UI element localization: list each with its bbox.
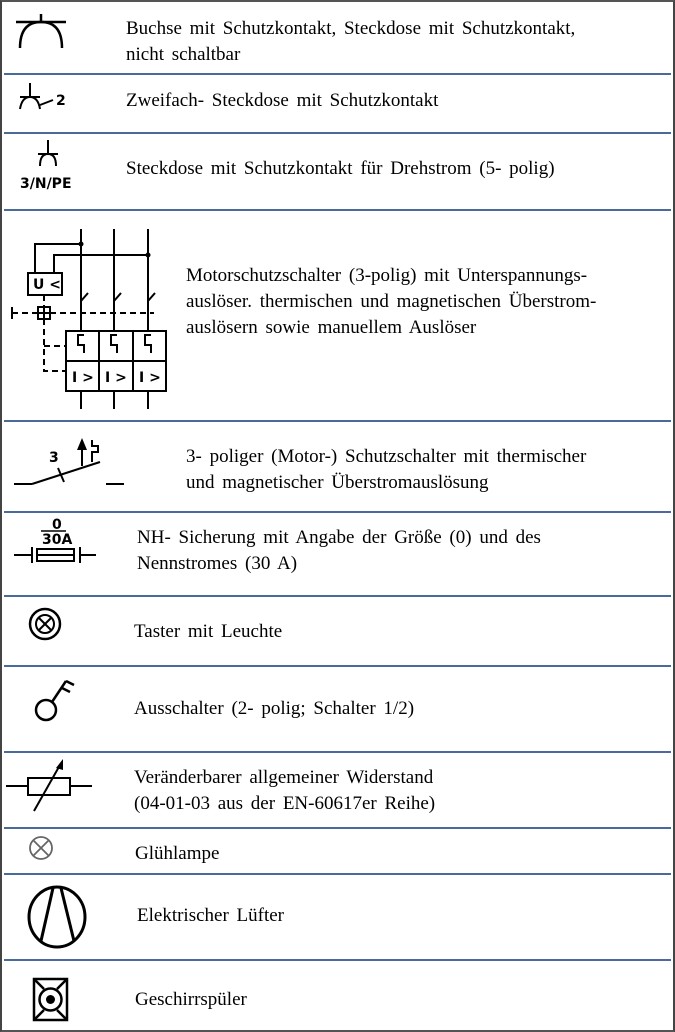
table-row xyxy=(4,422,671,513)
description-line: Motorschutzschalter (3-polig) mit Unterspannungs- xyxy=(186,265,588,286)
description-line: nicht schaltbar xyxy=(126,44,241,65)
symbol-description xyxy=(134,696,414,722)
description-line: NH- Sicherung mit Angabe der Größe (0) und des xyxy=(137,527,541,548)
description-line: und magnetischer Überstromauslösung xyxy=(186,472,489,493)
description-line: Ausschalter (2- polig; Schalter 1/2) xyxy=(134,698,415,719)
nh-fuse-icon xyxy=(14,517,104,567)
table-row xyxy=(4,875,671,961)
symbol-description xyxy=(186,444,586,496)
description-line: (04-01-03 aus der EN-60617er Reihe) xyxy=(134,793,436,814)
double-socket-icon xyxy=(18,81,78,113)
description-line: 3- poliger (Motor-) Schutzschalter mit thermischer xyxy=(186,446,587,467)
dishwasher-icon xyxy=(32,977,72,1022)
table-row xyxy=(4,961,671,1032)
table-row xyxy=(4,211,671,422)
symbol-description xyxy=(135,987,247,1013)
electric-fan-icon xyxy=(26,883,91,953)
table-row xyxy=(4,134,671,211)
description-line: Steckdose mit Schutzkontakt für Drehstrom (5- polig) xyxy=(126,158,555,179)
overcurrent-label: I > xyxy=(105,370,127,386)
description-line: Veränderbarer allgemeiner Widerstand xyxy=(134,767,434,788)
symbol-description xyxy=(135,841,219,867)
table-row xyxy=(4,597,671,667)
overcurrent-label: I > xyxy=(139,370,161,386)
socket-protective-contact-icon xyxy=(16,14,68,54)
three-pole-circuit-breaker-icon xyxy=(12,438,127,498)
description-line: auslösern sowie manuellem Auslöser xyxy=(186,317,477,338)
incandescent-lamp-icon xyxy=(28,835,58,865)
table-row xyxy=(4,513,671,597)
symbol-description xyxy=(134,765,435,817)
symbol-description xyxy=(126,16,575,68)
description-line: auslöser. thermischen und magnetischen Überstrom- xyxy=(186,291,597,312)
description-line: Geschirrspüler xyxy=(135,989,247,1010)
fuse-current-label: 30A xyxy=(42,532,73,548)
socket-count-label: 2 xyxy=(56,93,66,109)
table-row xyxy=(4,75,671,134)
symbol-description xyxy=(126,88,438,114)
motor-protection-switch-circuit-icon xyxy=(6,221,171,411)
symbol-description xyxy=(186,263,596,341)
table-row xyxy=(4,829,671,875)
push-button-with-lamp-icon xyxy=(26,607,66,647)
symbol-description xyxy=(126,156,555,182)
symbol-description xyxy=(137,903,284,929)
symbol-description xyxy=(137,525,541,577)
fuse-size-label: 0 xyxy=(52,517,62,533)
table-row xyxy=(4,667,671,753)
variable-resistor-icon xyxy=(6,759,101,819)
off-switch-icon xyxy=(34,675,84,725)
undervoltage-label: U < xyxy=(33,277,61,293)
table-row xyxy=(4,2,671,75)
description-line: Elektrischer Lüfter xyxy=(137,905,285,926)
three-phase-socket-icon xyxy=(20,138,80,198)
description-line: Nennstromes (30 A) xyxy=(137,553,298,574)
description-line: Buchse mit Schutzkontakt, Steckdose mit Schutzkontakt, xyxy=(126,18,576,39)
three-phase-label: 3/N/PE xyxy=(20,176,72,192)
symbol-description xyxy=(134,619,282,645)
pole-count-label: 3 xyxy=(49,450,59,466)
description-line: Zweifach- Steckdose mit Schutzkontakt xyxy=(126,90,439,111)
overcurrent-label: I > xyxy=(72,370,94,386)
table-row xyxy=(4,753,671,829)
description-line: Glühlampe xyxy=(135,843,220,864)
description-line: Taster mit Leuchte xyxy=(134,621,283,642)
